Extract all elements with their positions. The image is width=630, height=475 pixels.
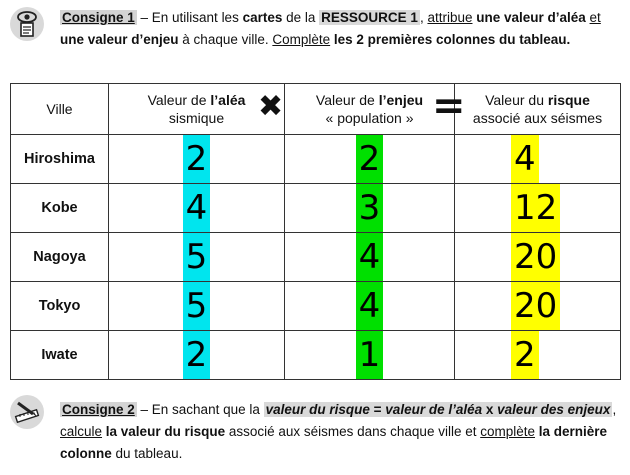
multiply-operator: ✖ bbox=[258, 89, 284, 124]
header-alea: Valeur de l’aléa sismique bbox=[109, 84, 285, 135]
equals-operator: = bbox=[432, 83, 466, 129]
risque-value: 12 bbox=[511, 184, 560, 232]
risk-table bbox=[10, 83, 621, 380]
risque-value: 20 bbox=[511, 282, 560, 330]
table-row bbox=[11, 135, 621, 184]
enjeu-value: 3 bbox=[356, 184, 384, 232]
table-header-row bbox=[11, 84, 621, 135]
consigne-2-text: Consigne 2 – En sachant que la valeur du risque = valeur de l’aléa x valeur des enjeux , calcule la valeur du risque associé aux séismes dans chaque ville et complète la dernière colonne du tableau. bbox=[60, 402, 617, 461]
header-risque: Valeur du risque associé aux séismes bbox=[455, 84, 621, 135]
city-cell: Kobe bbox=[11, 184, 109, 233]
alea-value: 4 bbox=[183, 184, 211, 232]
risque-value: 2 bbox=[511, 331, 539, 379]
table-row bbox=[11, 331, 621, 380]
risque-value: 4 bbox=[511, 135, 539, 183]
table-row bbox=[11, 282, 621, 331]
alea-value: 5 bbox=[183, 233, 211, 281]
enjeu-value: 2 bbox=[356, 135, 384, 183]
city-cell: Iwate bbox=[11, 331, 109, 380]
alea-value: 5 bbox=[183, 282, 211, 330]
city-cell: Tokyo bbox=[11, 282, 109, 331]
pencil-ruler-icon bbox=[10, 395, 44, 429]
enjeu-value: 1 bbox=[356, 331, 384, 379]
alea-value: 2 bbox=[183, 331, 211, 379]
eye-document-icon bbox=[10, 7, 44, 41]
city-cell: Nagoya bbox=[11, 233, 109, 282]
risque-value: 20 bbox=[511, 233, 560, 281]
consigne-1-tag: Consigne 1 bbox=[62, 10, 135, 25]
city-cell: Hiroshima bbox=[11, 135, 109, 184]
table-row bbox=[11, 184, 621, 233]
alea-value: 2 bbox=[183, 135, 211, 183]
consigne-1-text: Consigne 1 – En utilisant les cartes de la RESSOURCE 1 , attribue une valeur d’aléa et une valeur d’enjeu à chaque ville. Complète les 2 premières colonnes du tableau. bbox=[60, 10, 601, 47]
header-enjeu: Valeur de l’enjeu « population » bbox=[285, 84, 455, 135]
table-row bbox=[11, 233, 621, 282]
enjeu-value: 4 bbox=[356, 233, 384, 281]
enjeu-value: 4 bbox=[356, 282, 384, 330]
header-ville: Ville bbox=[11, 84, 109, 135]
consigne-2-tag: Consigne 2 bbox=[62, 402, 135, 417]
